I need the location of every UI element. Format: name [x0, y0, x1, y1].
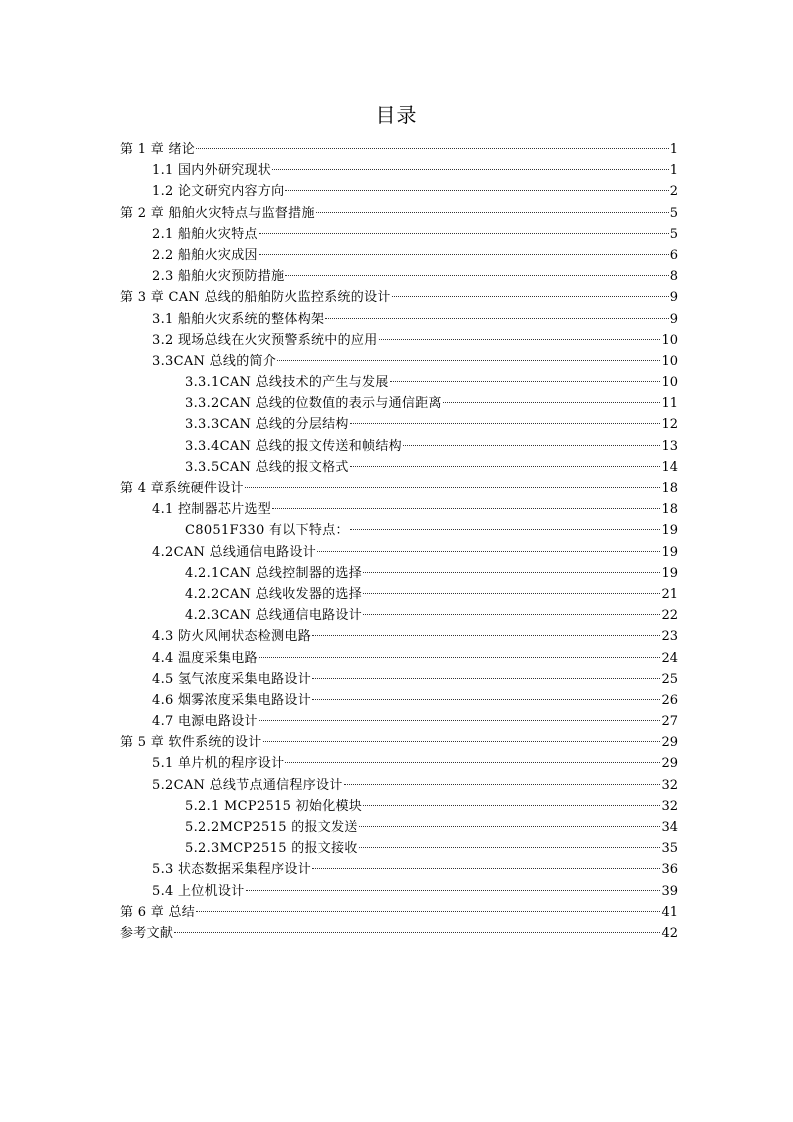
toc-entry[interactable] — [120, 245, 678, 266]
table-of-contents — [120, 139, 678, 944]
dot-leader — [285, 190, 668, 191]
toc-entry-title: 5.2.2MCP2515 的报文发送 — [185, 820, 358, 835]
toc-entry[interactable] — [120, 457, 678, 478]
toc-entry[interactable] — [120, 838, 678, 859]
toc-entry[interactable] — [120, 414, 678, 435]
toc-entry-title: 4.2.2CAN 总线收发器的选择 — [185, 586, 363, 602]
toc-entry[interactable] — [120, 584, 678, 605]
toc-entry-page-number: 11 — [661, 396, 678, 412]
toc-entry-page-number: 8 — [669, 269, 678, 285]
dot-leader — [272, 508, 660, 509]
toc-entry[interactable] — [120, 881, 678, 902]
toc-entry-title: 1.1 国内外研究现状 — [152, 163, 272, 179]
toc-entry[interactable] — [120, 351, 678, 372]
toc-entry-page-number: 27 — [661, 714, 678, 730]
toc-entry-title: 2.2 船舶火灾成因 — [152, 247, 258, 263]
toc-entry-title: 4.3 防火风闸状态检测电路 — [152, 629, 312, 645]
toc-entry-title: 3.3.2CAN 总线的位数值的表示与通信距离 — [185, 396, 442, 412]
dot-leader — [379, 339, 661, 340]
toc-entry-page-number: 1 — [669, 163, 678, 179]
toc-entry[interactable] — [120, 139, 678, 160]
toc-entry-title: 5.2.1 MCP2515 初始化模块 — [185, 798, 363, 814]
toc-entry-title: 第 2 章 船舶火灾特点与监督措施 — [120, 205, 315, 221]
toc-entry-title: 4.6 烟雾浓度采集电路设计 — [152, 692, 312, 708]
toc-entry[interactable] — [120, 923, 678, 944]
dot-leader — [259, 720, 661, 721]
dot-leader — [359, 826, 661, 827]
toc-entry-title: 第 5 章 软件系统的设计 — [120, 735, 262, 751]
toc-entry[interactable] — [120, 181, 678, 202]
toc-entry-page-number: 42 — [661, 925, 678, 941]
dot-leader — [363, 593, 660, 594]
dot-leader — [344, 784, 661, 785]
dot-leader — [263, 741, 661, 742]
dot-leader — [363, 614, 660, 615]
toc-entry-title: C8051F330 有以下特点： — [185, 523, 349, 539]
toc-entry[interactable] — [120, 711, 678, 732]
toc-entry[interactable] — [120, 393, 678, 414]
toc-entry-page-number: 34 — [661, 820, 678, 835]
toc-entry-page-number: 9 — [669, 311, 678, 327]
dot-leader — [312, 868, 660, 869]
dot-leader — [246, 890, 661, 891]
dot-leader — [350, 529, 661, 530]
dot-leader — [363, 805, 660, 806]
toc-entry-page-number: 41 — [661, 904, 678, 920]
toc-entry-title: 3.2 现场总线在火灾预警系统中的应用 — [152, 332, 378, 348]
toc-entry-title: 5.2CAN 总线节点通信程序设计 — [152, 777, 343, 793]
toc-entry-title: 3.3CAN 总线的简介 — [152, 353, 277, 369]
dot-leader — [259, 657, 661, 658]
toc-entry-page-number: 25 — [661, 671, 678, 687]
toc-entry-title: 3.3.3CAN 总线的分层结构 — [185, 417, 349, 433]
dot-leader — [443, 402, 661, 403]
toc-entry-title: 4.2.1CAN 总线控制器的选择 — [185, 565, 363, 581]
toc-entry-page-number: 10 — [661, 353, 678, 369]
dot-leader — [392, 296, 669, 297]
toc-entry-title: 4.2.3CAN 总线通信电路设计 — [185, 608, 363, 624]
toc-entry-title: 4.1 控制器芯片选型 — [152, 502, 272, 518]
dot-leader — [312, 699, 660, 700]
toc-entry-page-number: 10 — [661, 375, 678, 391]
dot-leader — [285, 275, 668, 276]
toc-entry-page-number: 10 — [661, 332, 678, 348]
toc-entry-title: 5.3 状态数据采集程序设计 — [152, 862, 312, 878]
toc-entry-page-number: 24 — [661, 650, 678, 666]
dot-leader — [350, 466, 661, 467]
toc-entry-page-number: 32 — [661, 777, 678, 793]
dot-leader — [312, 678, 660, 679]
toc-entry[interactable] — [120, 859, 678, 880]
toc-entry-page-number: 36 — [661, 862, 678, 878]
toc-entry-page-number: 21 — [661, 586, 678, 602]
toc-entry-page-number: 13 — [661, 438, 678, 454]
toc-entry-title: 4.2CAN 总线通信电路设计 — [152, 544, 317, 560]
dot-leader — [316, 212, 669, 213]
toc-entry[interactable] — [120, 203, 678, 224]
toc-entry[interactable] — [120, 902, 678, 923]
toc-entry-title: 4.5 氢气浓度采集电路设计 — [152, 671, 312, 687]
toc-entry-title: 3.1 船舶火灾系统的整体构架 — [152, 311, 325, 327]
toc-entry[interactable] — [120, 648, 678, 669]
toc-entry[interactable] — [120, 499, 678, 520]
toc-entry-page-number: 23 — [661, 629, 678, 645]
dot-leader — [245, 487, 661, 488]
toc-entry[interactable] — [120, 224, 678, 245]
toc-entry-page-number: 29 — [661, 735, 678, 751]
toc-entry[interactable] — [120, 287, 678, 308]
dot-leader — [359, 847, 661, 848]
toc-entry-title: 2.3 船舶火灾预防措施 — [152, 269, 285, 285]
toc-entry-page-number: 6 — [669, 247, 678, 263]
toc-entry-page-number: 5 — [669, 226, 678, 242]
toc-entry[interactable] — [120, 160, 678, 181]
toc-entry[interactable] — [120, 669, 678, 690]
toc-entry-title: 5.4 上位机设计 — [152, 883, 245, 899]
toc-entry-title: 第 1 章 绪论 — [120, 142, 196, 157]
toc-entry[interactable] — [120, 626, 678, 647]
toc-entry[interactable] — [120, 775, 678, 796]
toc-entry-title: 4.4 温度采集电路 — [152, 650, 258, 666]
toc-entry[interactable] — [120, 605, 678, 626]
dot-leader — [285, 762, 660, 763]
toc-entry-page-number: 18 — [661, 502, 678, 518]
toc-entry-title: 3.3.4CAN 总线的报文传送和帧结构 — [185, 438, 402, 454]
toc-entry-title: 第 4 章系统硬件设计 — [120, 481, 244, 496]
dot-leader — [363, 572, 660, 573]
toc-entry-title: 4.7 电源电路设计 — [152, 714, 258, 730]
toc-entry-title: 3.3.1CAN 总线技术的产生与发展 — [185, 375, 389, 391]
toc-entry-page-number: 19 — [661, 565, 678, 581]
toc-entry-title: 第 6 章 总结 — [120, 904, 196, 920]
toc-entry[interactable] — [120, 266, 678, 287]
toc-entry-page-number: 35 — [661, 841, 678, 857]
toc-entry[interactable] — [120, 330, 678, 351]
toc-entry-page-number: 12 — [661, 417, 678, 433]
toc-entry[interactable] — [120, 732, 678, 753]
toc-entry[interactable] — [120, 753, 678, 774]
toc-entry-page-number: 9 — [669, 290, 678, 306]
dot-leader — [272, 169, 669, 170]
toc-entry[interactable] — [120, 796, 678, 817]
toc-entry[interactable] — [120, 436, 678, 457]
dot-leader — [174, 932, 660, 933]
toc-entry[interactable] — [120, 372, 678, 393]
toc-entry-page-number: 1 — [669, 142, 678, 157]
dot-leader — [350, 423, 661, 424]
page-title: 目录 — [375, 103, 418, 127]
toc-entry-page-number: 14 — [661, 459, 678, 475]
dot-leader — [403, 445, 661, 446]
toc-entry[interactable] — [120, 817, 678, 838]
dot-leader — [259, 254, 669, 255]
dot-leader — [259, 233, 669, 234]
toc-entry-title: 5.1 单片机的程序设计 — [152, 756, 285, 772]
dot-leader — [196, 148, 669, 149]
toc-entry[interactable] — [120, 520, 678, 541]
toc-entry-page-number: 22 — [661, 608, 678, 624]
toc-entry-page-number: 2 — [669, 184, 678, 200]
toc-entry-page-number: 39 — [661, 883, 678, 899]
dot-leader — [312, 635, 660, 636]
toc-entry-title: 5.2.3MCP2515 的报文接收 — [185, 841, 358, 857]
toc-entry-title: 3.3.5CAN 总线的报文格式 — [185, 459, 349, 475]
toc-entry-page-number: 32 — [661, 798, 678, 814]
dot-leader — [325, 318, 668, 319]
toc-entry-page-number: 19 — [661, 523, 678, 539]
toc-entry-page-number: 29 — [661, 756, 678, 772]
toc-entry[interactable] — [120, 690, 678, 711]
toc-entry-page-number: 18 — [661, 481, 678, 496]
dot-leader — [390, 381, 661, 382]
toc-entry[interactable] — [120, 309, 678, 330]
toc-entry[interactable] — [120, 478, 678, 499]
dot-leader — [277, 360, 660, 361]
toc-entry[interactable] — [120, 563, 678, 584]
toc-entry-page-number: 26 — [661, 692, 678, 708]
toc-entry-page-number: 5 — [669, 205, 678, 221]
dot-leader — [317, 551, 660, 552]
toc-entry-title: 2.1 船舶火灾特点 — [152, 226, 258, 242]
dot-leader — [196, 911, 660, 912]
toc-entry-title: 第 3 章 CAN 总线的船舶防火监控系统的设计 — [120, 290, 391, 306]
toc-entry-title: 1.2 论文研究内容方向 — [152, 184, 285, 200]
toc-entry-title: 参考文献 — [120, 925, 174, 941]
toc-entry-page-number: 19 — [661, 544, 678, 560]
toc-entry[interactable] — [120, 542, 678, 563]
